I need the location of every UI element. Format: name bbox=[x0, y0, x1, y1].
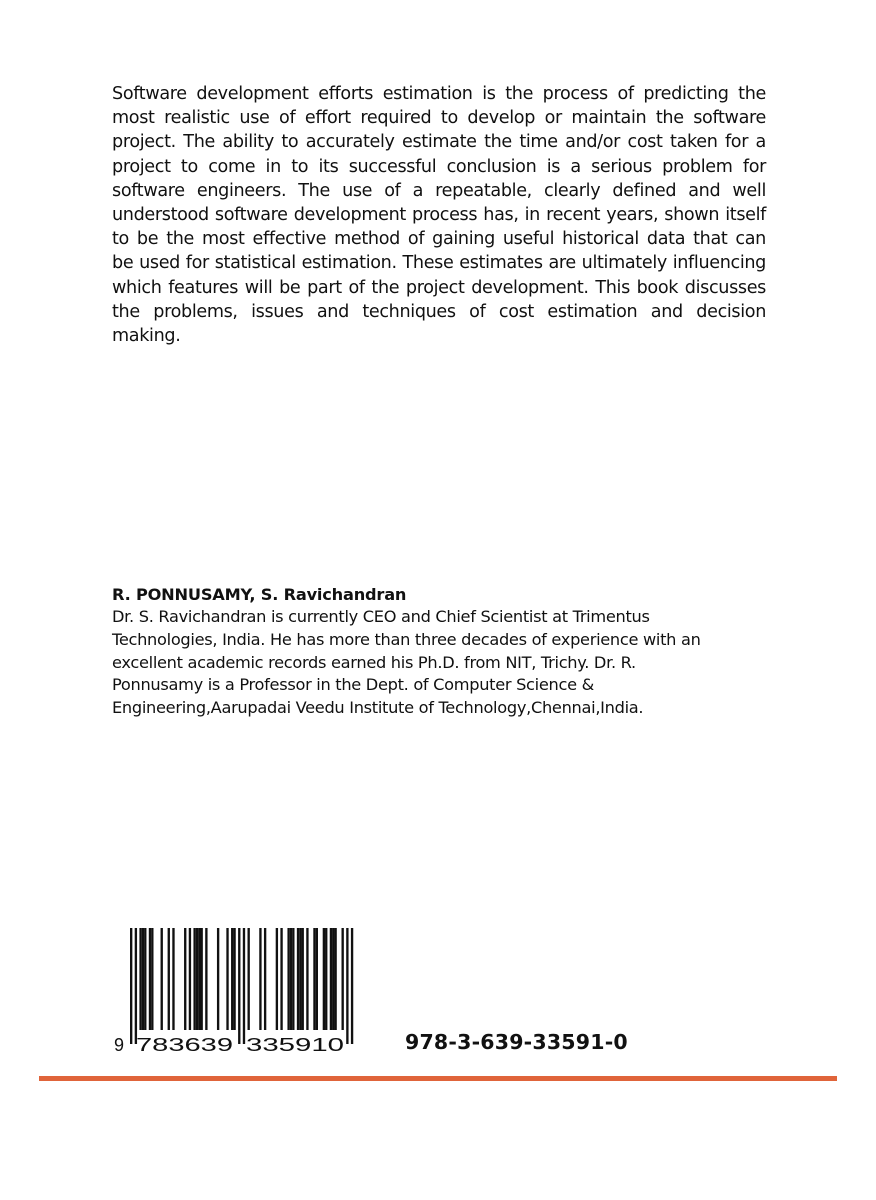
barcode-left-digits: 783639 bbox=[136, 1035, 233, 1055]
isbn-barcode bbox=[112, 928, 362, 1058]
author-bio-line: Dr. S. Ravichandran is currently CEO and Chief Scientist at Trimentus bbox=[112, 607, 650, 626]
barcode-bar bbox=[151, 928, 153, 1030]
isbn-number: 978-3-639-33591-0 bbox=[405, 1030, 628, 1054]
barcode-bar bbox=[217, 928, 219, 1030]
barcode-bar bbox=[226, 928, 228, 1030]
barcode-guard-bar bbox=[346, 928, 348, 1044]
barcode-bar bbox=[149, 928, 151, 1030]
barcode-bar bbox=[189, 928, 191, 1030]
barcode-bar bbox=[196, 928, 198, 1030]
barcode-bar bbox=[342, 928, 344, 1030]
barcode-digits bbox=[112, 1030, 362, 1058]
barcode-bar bbox=[172, 928, 174, 1030]
barcode-bar bbox=[306, 928, 308, 1030]
barcode-guard-bar bbox=[238, 928, 240, 1044]
author-bio bbox=[112, 606, 732, 720]
barcode-bar bbox=[334, 928, 336, 1030]
author-bio-line: Technologies, India. He has more than three decades of experience with an bbox=[112, 629, 701, 649]
barcode-bar bbox=[193, 928, 195, 1030]
barcode-guard-bar bbox=[135, 928, 137, 1044]
back-cover-blurb: Software development efforts estimation is the process of predicting the most realistic use of effort required to develop or maintain the software project. The ability to accurately estimate the time and/or cost taken for a project to come in to its successful conclusion is a serious problem for software engineers. The use of a repeatable, clearly defined and well understood software development process has, in recent years, shown itself to be the most effective method of gaining useful historical data that can be used for statistical estimation. These estimates are ultimately influencing which features will be part of the project development. This book discusses the problems, issues and techniques of cost estimation and decision making. bbox=[112, 84, 766, 347]
barcode-bar bbox=[168, 928, 170, 1030]
author-bio-line: Engineering,Aarupadai Veedu Institute of Technology,Chennai,India. bbox=[112, 698, 644, 718]
barcode-bar bbox=[276, 928, 278, 1030]
barcode-bar bbox=[259, 928, 261, 1030]
author-bio-line: Ponnusamy is a Professor in the Dept. of Computer Science & bbox=[112, 675, 594, 695]
barcode-bar bbox=[290, 928, 292, 1030]
barcode-bar bbox=[144, 928, 146, 1030]
author-block bbox=[112, 583, 732, 720]
orange-divider-rule bbox=[39, 1076, 837, 1081]
barcode-bar bbox=[142, 928, 144, 1030]
barcode-guard-bar bbox=[130, 928, 132, 1044]
barcode-bar bbox=[313, 928, 315, 1030]
barcode-bar bbox=[287, 928, 289, 1030]
barcode-guard-bar bbox=[351, 928, 353, 1044]
barcode-bar bbox=[323, 928, 325, 1030]
barcode-bar bbox=[198, 928, 200, 1030]
barcode-bar bbox=[231, 928, 233, 1030]
barcode-bar bbox=[297, 928, 299, 1030]
barcode-right-digits: 335910 bbox=[246, 1035, 344, 1055]
barcode-bar bbox=[139, 928, 141, 1030]
barcode-bars bbox=[112, 928, 362, 1044]
barcode-guard-bar bbox=[243, 928, 245, 1044]
barcode-bar bbox=[316, 928, 318, 1030]
author-names: R. PONNUSAMY, S. Ravichandran bbox=[112, 585, 407, 604]
barcode-bar bbox=[299, 928, 301, 1030]
barcode-bar bbox=[264, 928, 266, 1030]
author-bio-line: excellent academic records earned his Ph.D. from NIT, Trichy. Dr. R. bbox=[112, 652, 636, 672]
barcode-bar bbox=[201, 928, 203, 1030]
barcode-bar bbox=[205, 928, 207, 1030]
barcode-bar bbox=[292, 928, 294, 1030]
barcode-bar bbox=[332, 928, 334, 1030]
barcode-bar bbox=[248, 928, 250, 1030]
barcode-bar bbox=[325, 928, 327, 1030]
barcode-bar bbox=[302, 928, 304, 1030]
barcode-bar bbox=[280, 928, 282, 1030]
barcode-bar bbox=[233, 928, 235, 1030]
barcode-bar bbox=[330, 928, 332, 1030]
barcode-bar bbox=[184, 928, 186, 1030]
barcode-bar bbox=[161, 928, 163, 1030]
barcode-lead-digit: 9 bbox=[113, 1035, 125, 1055]
